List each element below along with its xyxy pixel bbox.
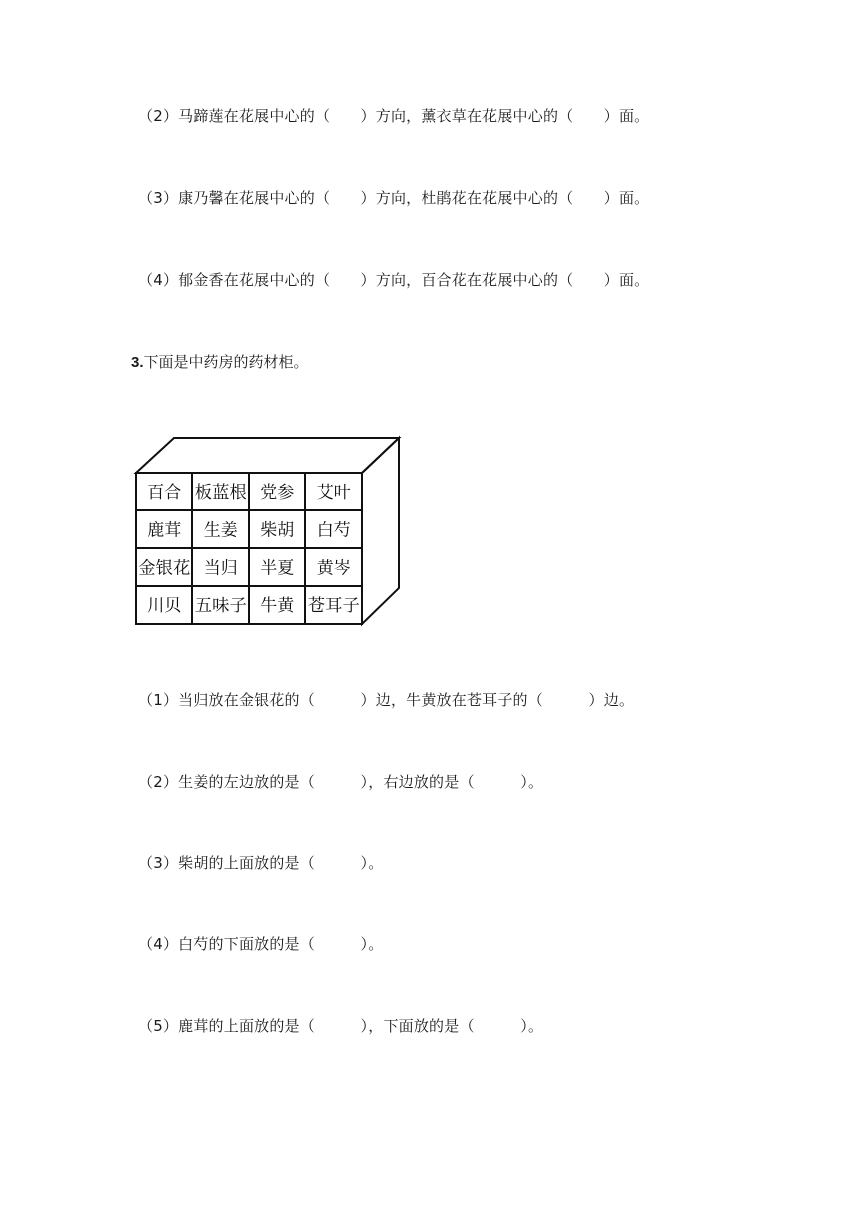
cabinet-drawer-label: 黄岑 [316, 558, 351, 579]
cabinet-drawer-label: 柴胡 [260, 520, 295, 541]
question-line: （4）白芍的下面放的是（ ）。 [138, 935, 384, 953]
section-number: 3. [131, 354, 144, 371]
section-title: 下面是中药房的药材柜。 [143, 353, 309, 371]
question-line: （5）鹿茸的上面放的是（ ），下面放的是（ ）。 [138, 1017, 544, 1035]
question-line: （4）郁金香在花展中心的（ ）方向，百合花在花展中心的（ ）面。 [138, 271, 650, 289]
question-line: （3）康乃馨在花展中心的（ ）方向，杜鹃花在花展中心的（ ）面。 [138, 189, 650, 207]
cabinet-drawer-label: 生姜 [203, 520, 238, 541]
question-line: （3）柴胡的上面放的是（ ）。 [138, 854, 384, 872]
cabinet-side-face [362, 438, 399, 624]
cabinet-drawer-label: 金银花 [138, 558, 191, 579]
cabinet-drawer-label: 川贝 [147, 596, 182, 617]
question-line: （2）生姜的左边放的是（ ），右边放的是（ ）。 [138, 773, 544, 791]
cabinet-drawer-label: 鹿茸 [147, 520, 182, 541]
cabinet-drawer-label: 五味子 [194, 596, 247, 617]
cabinet-drawer-label: 苍耳子 [307, 596, 360, 617]
medicine-cabinet-figure [133, 435, 403, 627]
question-line: （1）当归放在金银花的（ ）边，牛黄放在苍耳子的（ ）边。 [138, 691, 635, 709]
cabinet-drawer-label: 党参 [260, 482, 295, 503]
cabinet-drawer-label: 艾叶 [316, 482, 351, 503]
cabinet-top-face [136, 438, 399, 473]
cabinet-drawer-label: 板蓝根 [194, 482, 246, 503]
cabinet-drawer-label: 百合 [147, 482, 182, 503]
section-heading [131, 352, 309, 373]
cabinet-drawer-label: 牛黄 [260, 596, 295, 617]
cabinet-drawer-label: 白芍 [316, 520, 351, 541]
cabinet-drawer-label: 半夏 [260, 558, 295, 579]
cabinet-drawer-label: 当归 [203, 558, 238, 579]
question-line: （2）马蹄莲在花展中心的（ ）方向，薰衣草在花展中心的（ ）面。 [138, 107, 650, 125]
